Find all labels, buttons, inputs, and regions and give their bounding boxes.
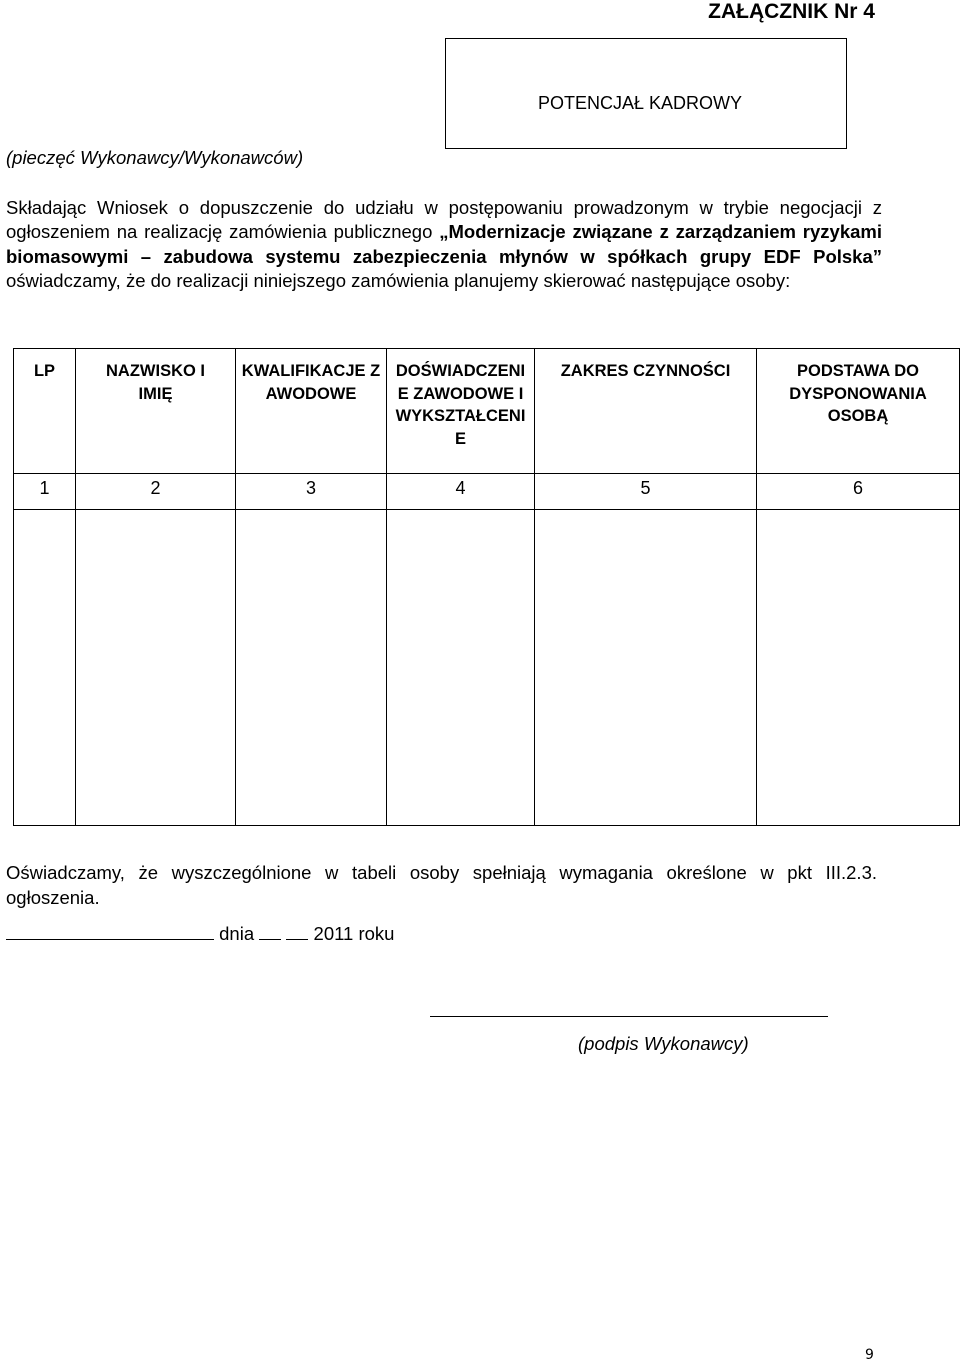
header-scope: ZAKRES CZYNNOŚCI <box>535 349 757 474</box>
stamp-label: (pieczęć Wykonawcy/Wykonawców) <box>6 147 304 168</box>
day-blank[interactable] <box>259 921 281 940</box>
intro-paragraph <box>6 196 882 294</box>
date-line <box>6 921 394 946</box>
column-number: 1 <box>14 474 76 510</box>
header-experience: DOŚWIADCZENIE ZAWODOWE I WYKSZTAŁCENIE <box>387 349 535 474</box>
project-name: „Modernizacje związane z zarządzaniem ryzykami biomasowymi – zabudowa systemu zabezpieczenia młynów w spółkach grupy EDF Polska” <box>6 221 882 267</box>
intro-lead: Składając Wniosek o dopuszczenie do udziału w postępowaniu prowadzonym w trybie negocjacji z ogłoszeniem na realizację zamówienia publicznego <box>6 197 882 243</box>
table-cell-qualifications[interactable] <box>236 510 387 826</box>
annex-title: ZAŁĄCZNIK Nr 4 <box>708 0 875 23</box>
table-cell-name[interactable] <box>76 510 236 826</box>
column-number-row <box>14 474 960 510</box>
table-cell-lp[interactable] <box>14 510 76 826</box>
page-number: 9 <box>865 1347 874 1363</box>
month-blank[interactable] <box>286 921 308 940</box>
signature-label: (podpis Wykonawcy) <box>578 1033 749 1054</box>
staff-table <box>13 348 960 826</box>
year-text: 2011 roku <box>313 923 395 944</box>
header-name: NAZWISKO I IMIĘ <box>76 349 236 474</box>
column-number: 3 <box>236 474 387 510</box>
column-number: 2 <box>76 474 236 510</box>
column-number: 5 <box>535 474 757 510</box>
box-title: POTENCJAŁ KADROWY <box>538 93 743 113</box>
column-number: 4 <box>387 474 535 510</box>
table-row <box>14 510 960 826</box>
header-lp: LP <box>14 349 76 474</box>
date-word: dnia <box>219 923 255 944</box>
header-qualifications: KWALIFIKACJE ZAWODOWE <box>236 349 387 474</box>
signature-line[interactable] <box>430 1016 828 1017</box>
stamp-box <box>445 38 847 149</box>
intro-tail: oświadczamy, że do realizacji niniejszego zamówienia planujemy skierować następujące osoby: <box>6 270 791 292</box>
statement-paragraph: Oświadczamy, że wyszczególnione w tabeli osoby spełniają wymagania określone w pkt III.2.3. ogłoszenia. <box>6 862 877 908</box>
place-blank[interactable] <box>6 921 214 940</box>
table-cell-scope[interactable] <box>535 510 757 826</box>
table-cell-experience[interactable] <box>387 510 535 826</box>
table-header-row <box>14 349 960 474</box>
table-cell-basis[interactable] <box>757 510 960 826</box>
header-basis: PODSTAWA DO DYSPONOWANIA OSOBĄ <box>757 349 960 474</box>
column-number: 6 <box>757 474 960 510</box>
